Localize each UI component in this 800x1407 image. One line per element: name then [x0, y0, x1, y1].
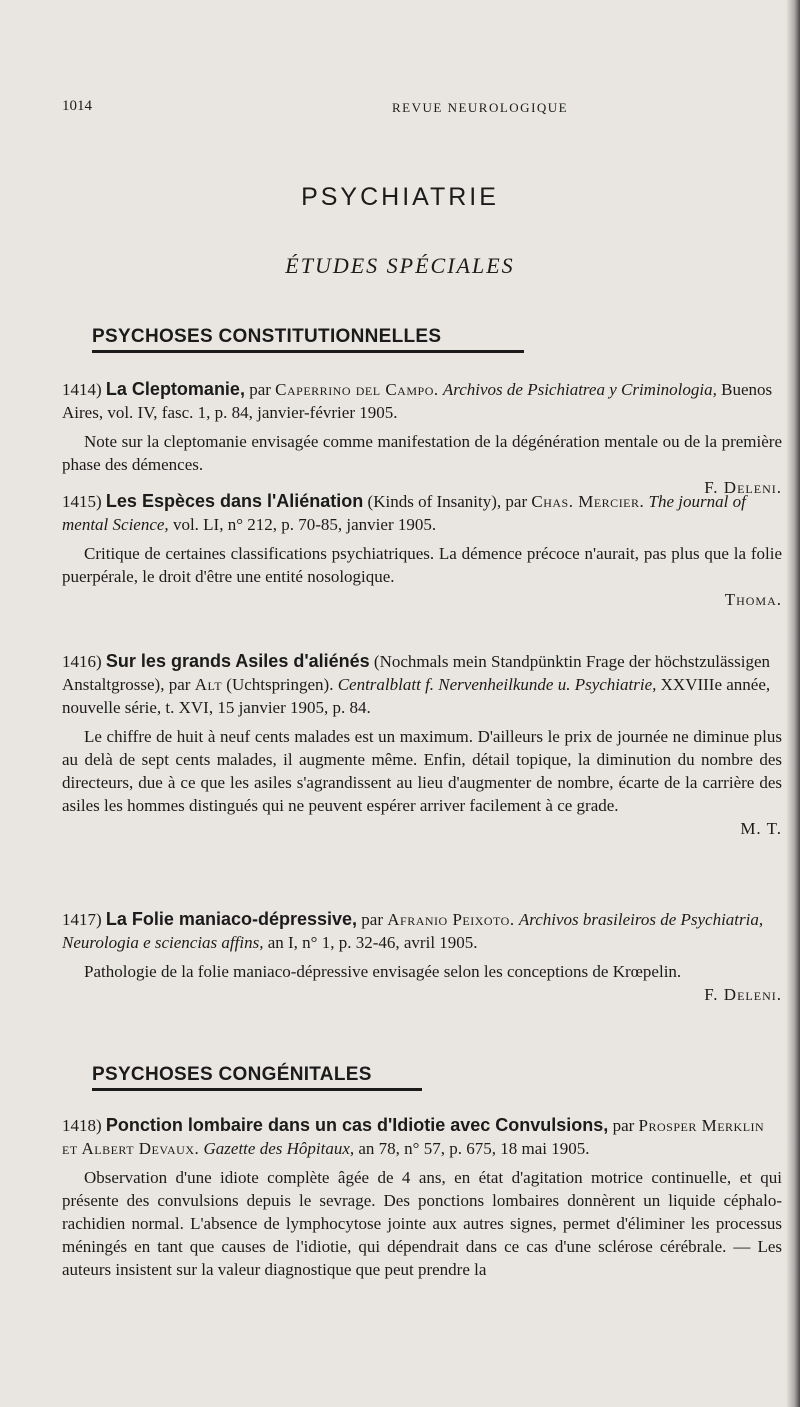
entry-par: par — [168, 675, 191, 694]
entry-reference: an 78, n° 57, p. 675, 18 mai 1905. — [358, 1139, 590, 1158]
entry-body: Observation d'une idiote complète âgée de 4 ans, en état d'agitation motrice continuelle, et qui présente des convulsions depuis le sevrage. Des ponctions lombaires donnèrent un liquide céphalo-rachidien normal. L'absence de lymphocytose jointe aux autres signes, permet d'éliminer les processus méningés en tant que causes de l'idiotie, qui dépendrait dans ce cas d'une sclérose cérébrale. — Les auteurs insistent sur la valeur diagnostique que peut prendre la — [62, 1168, 782, 1279]
entry-number: 1415) — [62, 492, 102, 511]
abstract-entry-1418 — [62, 1114, 782, 1281]
entry-journal: Centralblatt f. Nervenheilkunde u. Psychiatrie, — [337, 675, 657, 694]
entry-par: par — [505, 492, 528, 511]
entry-number: 1418) — [62, 1116, 102, 1135]
entry-original-title: (Nochmals mein Standpünktin Frage der höchstzulässigen Anstaltgrosse), — [62, 652, 771, 694]
entry-number: 1414) — [62, 380, 102, 399]
rubric-title: PSYCHOSES CONGÉNITALES — [92, 1064, 372, 1085]
entry-title: Sur les grands Asiles d'aliénés — [105, 651, 370, 671]
entry-journal: Archivos brasileiros de Psychiatria, Neurologia e sciencias affins, — [62, 910, 764, 952]
entry-title: La Cleptomanie, — [105, 379, 245, 399]
entry-journal: The journal of mental Science, — [62, 492, 746, 534]
entry-title: Les Espèces dans l'Aliénation — [105, 491, 364, 511]
entry-signature: Thoma. — [724, 590, 782, 609]
entry-reference: XXVIIIe année, nouvelle série, t. XVI, 15 janvier 1905, p. 84. — [62, 675, 771, 717]
entry-reference: Buenos Aires, vol. IV, fasc. 1, p. 84, janvier-février 1905. — [62, 380, 773, 422]
entry-number: 1417) — [62, 910, 102, 929]
entry-authors: Afranio Peixoto. — [387, 910, 515, 929]
entry-authors: Prosper Merklin et Albert Devaux. — [62, 1116, 765, 1158]
subsection-title: ÉTUDES SPÉCIALES — [285, 253, 515, 278]
entry-body: Le chiffre de huit à neuf cents malades est un maximum. D'ailleurs le prix de journée ne diminue plus au delà de sept cents malades, il augmente même. Enfin, détail topique, la diminution du nombre des directeurs, due à ce que les asiles s'agrandissent au lieu d'augmenter de nombre, écarte de la carrière des asiles les hommes distingués qui ne peuvent espérer arriver facilement à ce grade. — [62, 727, 782, 815]
entry-authors: Alt — [194, 675, 223, 694]
running-head — [62, 98, 760, 120]
entry-signature: F. Deleni. — [704, 985, 782, 1004]
rubric-underline — [92, 350, 524, 353]
rubric-underline — [92, 1088, 422, 1091]
rubric-title: PSYCHOSES CONSTITUTIONNELLES — [92, 326, 442, 347]
entry-signature: M. T. — [740, 819, 782, 838]
entry-par: par — [612, 1116, 635, 1135]
section-title: PSYCHIATRIE — [301, 183, 499, 211]
page-edge-shadow — [786, 0, 800, 1407]
entry-number: 1416) — [62, 652, 102, 671]
entry-authors: Caperrino del Campo. — [275, 380, 439, 399]
entry-par: par — [361, 910, 383, 929]
entry-title: Ponction lombaire dans un cas d'Idiotie avec Convulsions, — [105, 1115, 609, 1135]
entry-body: Pathologie de la folie maniaco-dépressive envisagée selon les conceptions de Krœpelin. — [84, 962, 682, 981]
entry-title: La Folie maniaco-dépressive, — [105, 909, 358, 929]
entry-body: Critique de certaines classifications psychiatriques. La démence précoce n'aurait, pas plus que la folie puerpérale, le droit d'être une entité nosologique. — [62, 544, 782, 586]
abstract-entry-1414 — [62, 378, 782, 499]
page-number: 1014 — [62, 98, 92, 114]
entry-reference: vol. LI, n° 212, p. 70-85, janvier 1905. — [172, 515, 437, 534]
abstract-entry-1416 — [62, 650, 782, 840]
entry-location: (Uchtspringen). — [226, 675, 334, 694]
entry-journal: Gazette des Hôpitaux, — [203, 1139, 355, 1158]
journal-name: REVUE NEUROLOGIQUE — [392, 100, 569, 115]
abstract-entry-1417 — [62, 908, 782, 1006]
entry-authors: Chas. Mercier. — [531, 492, 645, 511]
abstract-entry-1415 — [62, 490, 782, 611]
entry-signature: F. Deleni. — [704, 478, 782, 497]
entry-original-title: (Kinds of Insanity), — [367, 492, 502, 511]
entry-body: Note sur la cleptomanie envisagée comme manifestation de la dégénération mentale ou de la première phase des démences. — [62, 432, 782, 474]
entry-par: par — [249, 380, 271, 399]
entry-journal: Archivos de Psichiatrea y Criminologia, — [442, 380, 717, 399]
entry-reference: an I, n° 1, p. 32-46, avril 1905. — [267, 933, 478, 952]
